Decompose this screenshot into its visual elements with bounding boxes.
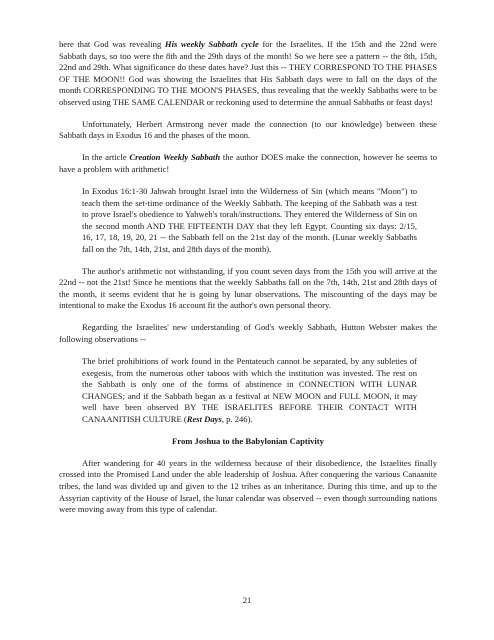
text-run: The brief prohibitions of work found in the Pentateuch cannot be separated, by any subleties of exegesis, from the numerous other taboos with which the institution was invested. The rest on the Sabbath is only one of the forms of abstinence in CONNECTION WITH LUNAR CHANGES; and if the Sabbath began as a festival at NEW MOON and FULL MOON, it may well have been observed BY THE ISRAELITES BEFORE THEIR CONTACT WITH CANAANITISH CULTURE ( [82, 356, 417, 424]
text-run: In the article [82, 152, 130, 163]
text-run: the author DOES make the connection, however he seems to have a problem with arithmetic! [59, 152, 437, 174]
text-run: , p. 246). [221, 413, 253, 424]
block-quote-webster [82, 356, 417, 425]
section-heading: From Joshua to the Babylonian Captivity [172, 435, 324, 446]
paragraph-creation-article [59, 152, 437, 175]
book-title-rest-days: Rest Days [186, 413, 222, 424]
paragraph-armstrong: Unfortunately, Herbert Armstrong never made the connection (to our knowledge) between these Sabbath days in Exodus 16 and the phases of the moon. [59, 118, 437, 141]
article-title: Creation Weekly Sabbath [129, 152, 221, 163]
paragraph-joshua: After wandering for 40 years in the wilderness because of their disobedience, the Israelites finally crossed into the Promised Land under the able leadership of Joshua. After conquering the various Canaanite tribes, the land was divided up and given to the 12 tribes as an inheritance. During this time, and up to the Assyrian captivity of the House of Israel, the lunar calendar was observed -- even though surrounding nations were moving away from this type of calendar. [59, 457, 437, 515]
page-number: 21 [242, 595, 252, 605]
text-run: for the Israelites. If the 15th and the 22nd were Sabbath days, so too were the 8th and the 29th days of the month! So we here see a pattern -- the 8th, 15th, 22nd and 29th. What significance do these dates have? Just this -- THEY CORRESPOND TO THE PHASES OF THE MOON!! God was showing the Israelites that His Sabbath days were to fall on the days of the month CORRESPONDING TO THE MOON'S PHASES, thus revealing that the weekly Sabbaths were to be observed using THE SAME CALENDAR or reckoning used to determine the annual Sabbaths or feast days! [59, 39, 437, 107]
paragraph-arithmetic: The author's arithmetic not withstanding, if you count seven days from the 15th you will arrive at the 22nd -- not the 21st! Since he mentions that the weekly Sabbaths fall on the 7th, 14th, 21st and 28th days of the month, it seems evident that he is going by lunar observations. The miscounting of the days may be intentional to make the Exodus 16 account fit the author's own personal theory. [59, 265, 437, 311]
paragraph-webster-intro: Regarding the Israelites' new understanding of God's weekly Sabbath, Hutton Webster makes the following observations -- [59, 322, 437, 344]
emphasis-weekly-sabbath-cycle: His weekly Sabbath cycle [164, 39, 259, 49]
document-body [59, 39, 437, 526]
block-quote-exodus: In Exodus 16:1-30 Jahwah brought Israel into the Wilderness of Sin (which means "Moon") to teach them the set-time ordinance of the Weekly Sabbath. The keeping of the Sabbath was a test to prove Israel's obedience to Yahweh's torah/instructions. They entered the Wilderness of Sin on the second month AND THE FIFTEENTH DAY that they left Egypt. Counting six days: 2/15, 16, 17, 18, 19, 20, 21 -- the Sabbath fell on the 21st day of the month. (Lunar weekly Sabbaths fall on the 7th, 14th, 21st, and 28th days of the month). [82, 185, 417, 254]
paragraph-sabbath-cycle [59, 39, 437, 108]
text-run: here that God was revealing [59, 39, 165, 49]
